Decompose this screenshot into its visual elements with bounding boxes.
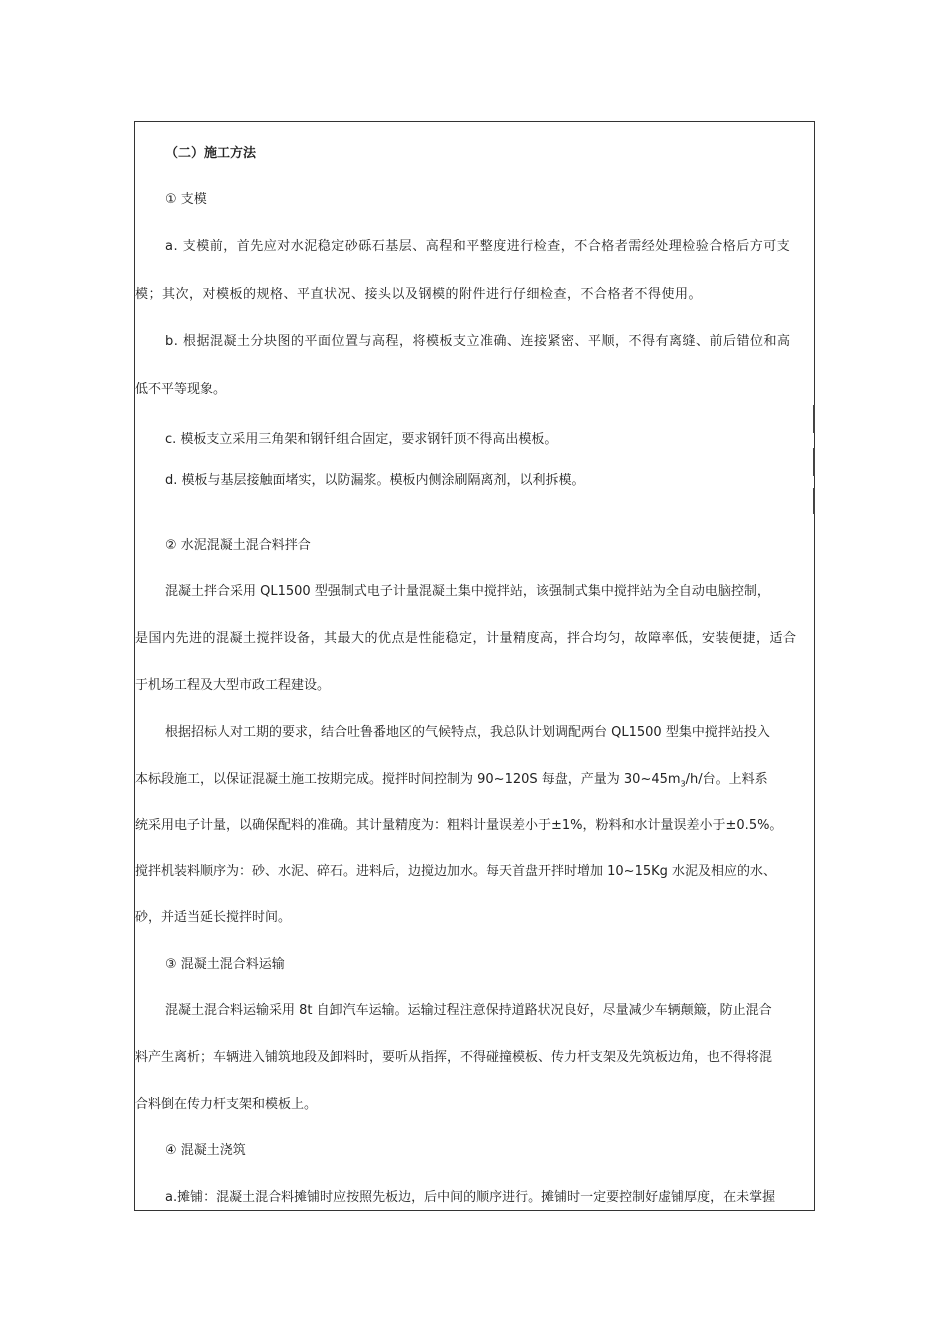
- subsection-heading-transport: ③ 混凝土混合料运输: [165, 957, 285, 972]
- paragraph-line: 根据招标人对工期的要求，结合吐鲁番地区的气候特点，我总队计划调配两台 QL1500 型集中搅拌站投入: [165, 725, 770, 740]
- paragraph-line: 料产生离析；车辆进入铺筑地段及卸料时，要听从指挥，不得碰撞模板、传力杆支架及先筑板边角，也不得将混: [135, 1050, 773, 1065]
- right-edge-mark: [813, 405, 815, 433]
- paragraph-line: 低不平等现象。: [135, 382, 227, 397]
- subsection-heading-mixing: ② 水泥混凝土混合料拌合: [165, 538, 311, 553]
- paragraph-line: b. 根据混凝土分块图的平面位置与高程，将模板支立准确、连接紧密、平顺，不得有离缝、前后错位和高: [165, 334, 791, 349]
- paragraph-line: 统采用电子计量，以确保配料的准确。其计量精度为：粗料计量误差小于±1%，粉料和水计量误差小于±0.5%。: [135, 818, 783, 833]
- paragraph-line: a.摊铺：混凝土混合料摊铺时应按照先板边，后中间的顺序进行。摊铺时一定要控制好虚铺厚度，在未掌握: [165, 1190, 776, 1205]
- paragraph-line: 混凝土拌合采用 QL1500 型强制式电子计量混凝土集中搅拌站，该强制式集中搅拌站为全自动电脑控制，: [165, 584, 770, 599]
- paragraph-line: 模；其次，对模板的规格、平直状况、接头以及钢模的附件进行仔细检查，不合格者不得使用。: [135, 287, 703, 302]
- paragraph-line: 于机场工程及大型市政工程建设。: [135, 678, 331, 693]
- paragraph-text: /h/台。上料系: [685, 772, 768, 787]
- paragraph-line: 搅拌机装料顺序为：砂、水泥、碎石。进料后，边搅边加水。每天首盘开拌时增加 10~15Kg 水泥及相应的水、: [135, 864, 777, 879]
- paragraph-line: 混凝土混合料运输采用 8t 自卸汽车运输。运输过程注意保持道路状况良好，尽量减少车辆颠簸，防止混合: [165, 1003, 772, 1018]
- paragraph-line: c. 模板支立采用三角架和钢钎组合固定，要求钢钎顶不得高出模板。: [165, 432, 558, 447]
- subsection-heading-pouring: ④ 混凝土浇筑: [165, 1143, 246, 1158]
- paragraph-line: a. 支模前，首先应对水泥稳定砂砾石基层、高程和平整度进行检查，不合格者需经处理检验合格后方可支: [165, 239, 791, 254]
- paragraph-line: 是国内先进的混凝土搅拌设备，其最大的优点是性能稳定，计量精度高，拌合均匀，故障率低，安装便捷，适合: [135, 631, 797, 646]
- paragraph-text: 本标段施工，以保证混凝土施工按期完成。搅拌时间控制为 90~120S 每盘，产量为 30~45m: [135, 772, 681, 787]
- paragraph-line: [135, 770, 814, 795]
- subsection-heading-formwork: ① 支模: [165, 192, 207, 207]
- paragraph-line: 合料倒在传力杆支架和模板上。: [135, 1097, 318, 1112]
- right-edge-mark: [813, 488, 815, 514]
- paragraph-line: 砂，并适当延长搅拌时间。: [135, 910, 292, 925]
- unit-subscript: 3: [680, 779, 686, 789]
- section-heading: （二）施工方法: [165, 146, 257, 161]
- paragraph-line: d. 模板与基层接触面堵实，以防漏浆。模板内侧涂刷隔离剂，以利拆模。: [165, 473, 585, 488]
